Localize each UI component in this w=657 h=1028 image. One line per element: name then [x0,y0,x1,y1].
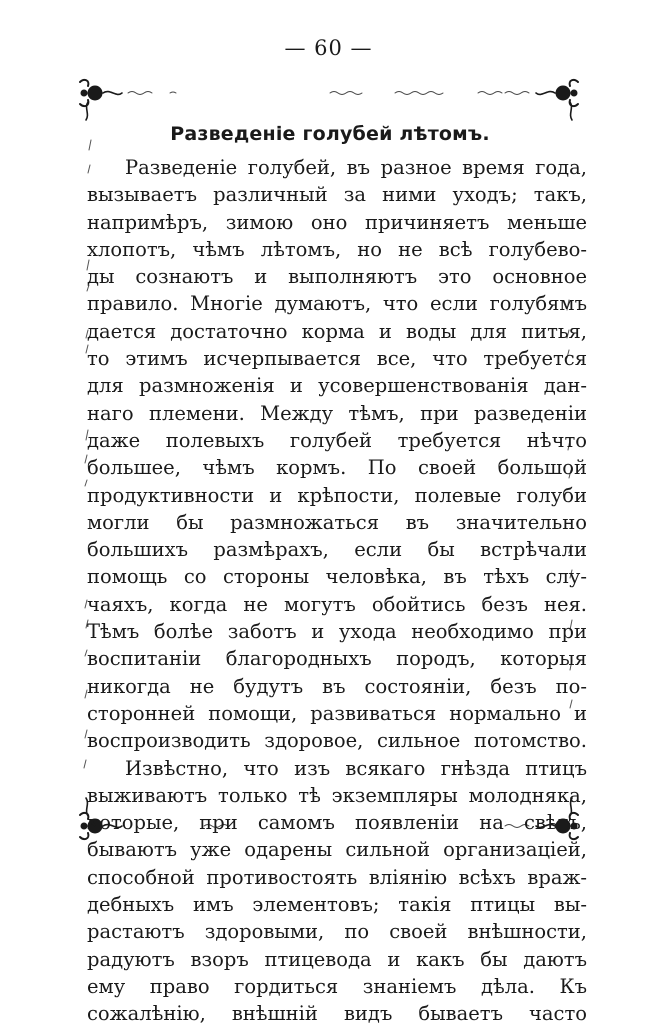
text-line: дебныхъ имъ элементовъ; такія птицы вы- [87,893,587,917]
text-line: ему право гордиться знаніемъ дѣла. Къ [87,974,587,998]
text-line: даже полевыхъ голубей требуется нѣчто [87,428,587,452]
text-line: правило. Многіе думаютъ, что если голубямъ [87,292,587,316]
text-line: наго племени. Между тѣмъ, при разведеніи [87,401,587,425]
text-line: Извѣстно, что изъ всякаго гнѣзда птицъ [125,756,587,780]
corner-ornament-top-right-icon [536,80,578,120]
text-line: вызываетъ различный за ними уходъ; такъ, [87,183,587,207]
text-line: сожалѣнію, внѣшній видъ бываетъ часто [87,1002,587,1026]
text-line: растаютъ здоровыми, по своей внѣшности, [87,920,587,944]
body-text [87,154,587,1028]
text-line: напримѣръ, зимою оно причиняетъ меньше [87,210,587,234]
text-line: сторонней помощи, развиваться нормально и [87,701,587,725]
text-line: помощь со стороны человѣка, въ тѣхъ слу- [87,565,587,589]
text-line: могли бы размножаться въ значительно [87,510,587,534]
page-number: — 60 — [284,36,373,60]
text-line: чаяхъ, когда не могутъ обойтись безъ нея. [87,592,587,616]
corner-ornament-top-left-icon [80,80,122,120]
text-line: Тѣмъ болѣе заботъ и ухода необходимо при [87,620,587,644]
text-line: воспроизводить здоровое, сильное потомство. [87,729,587,753]
text-line: радуютъ взоръ птицевода и какъ бы даютъ [87,947,587,971]
text-line: хлопотъ, чѣмъ лѣтомъ, но не всѣ голубево- [87,237,587,261]
text-line: выживаютъ только тѣ экземпляры молодняка, [87,783,587,807]
text-line: Разведеніе голубей, въ разное время года, [125,156,587,179]
text-line: то этимъ исчерпывается все, что требуется [87,347,587,371]
text-line: продуктивности и крѣпости, полевые голуби [87,483,587,507]
text-line: ды сознаютъ и выполняютъ это основное [87,265,587,289]
text-line: для размноженія и усовершенствованія дан- [87,374,587,398]
text-line: дается достаточно корма и воды для питья, [87,319,587,343]
section-title: Разведеніе голубей лѣтомъ. [170,123,490,145]
text-line: которые, при самомъ появленіи на свѣтъ, [87,811,587,835]
text-line: большихъ размѣрахъ, если бы встрѣчали [87,538,587,562]
text-line: большее, чѣмъ кормъ. По своей большой [87,456,587,480]
text-line: воспитаніи благородныхъ породъ, которыя [87,647,587,671]
text-line: бываютъ уже одарены сильной организаціей, [87,838,587,862]
text-line: никогда не будутъ въ состояніи, безъ по- [87,674,587,698]
text-line: способной противостоять вліянію всѣхъ враж- [87,865,587,889]
